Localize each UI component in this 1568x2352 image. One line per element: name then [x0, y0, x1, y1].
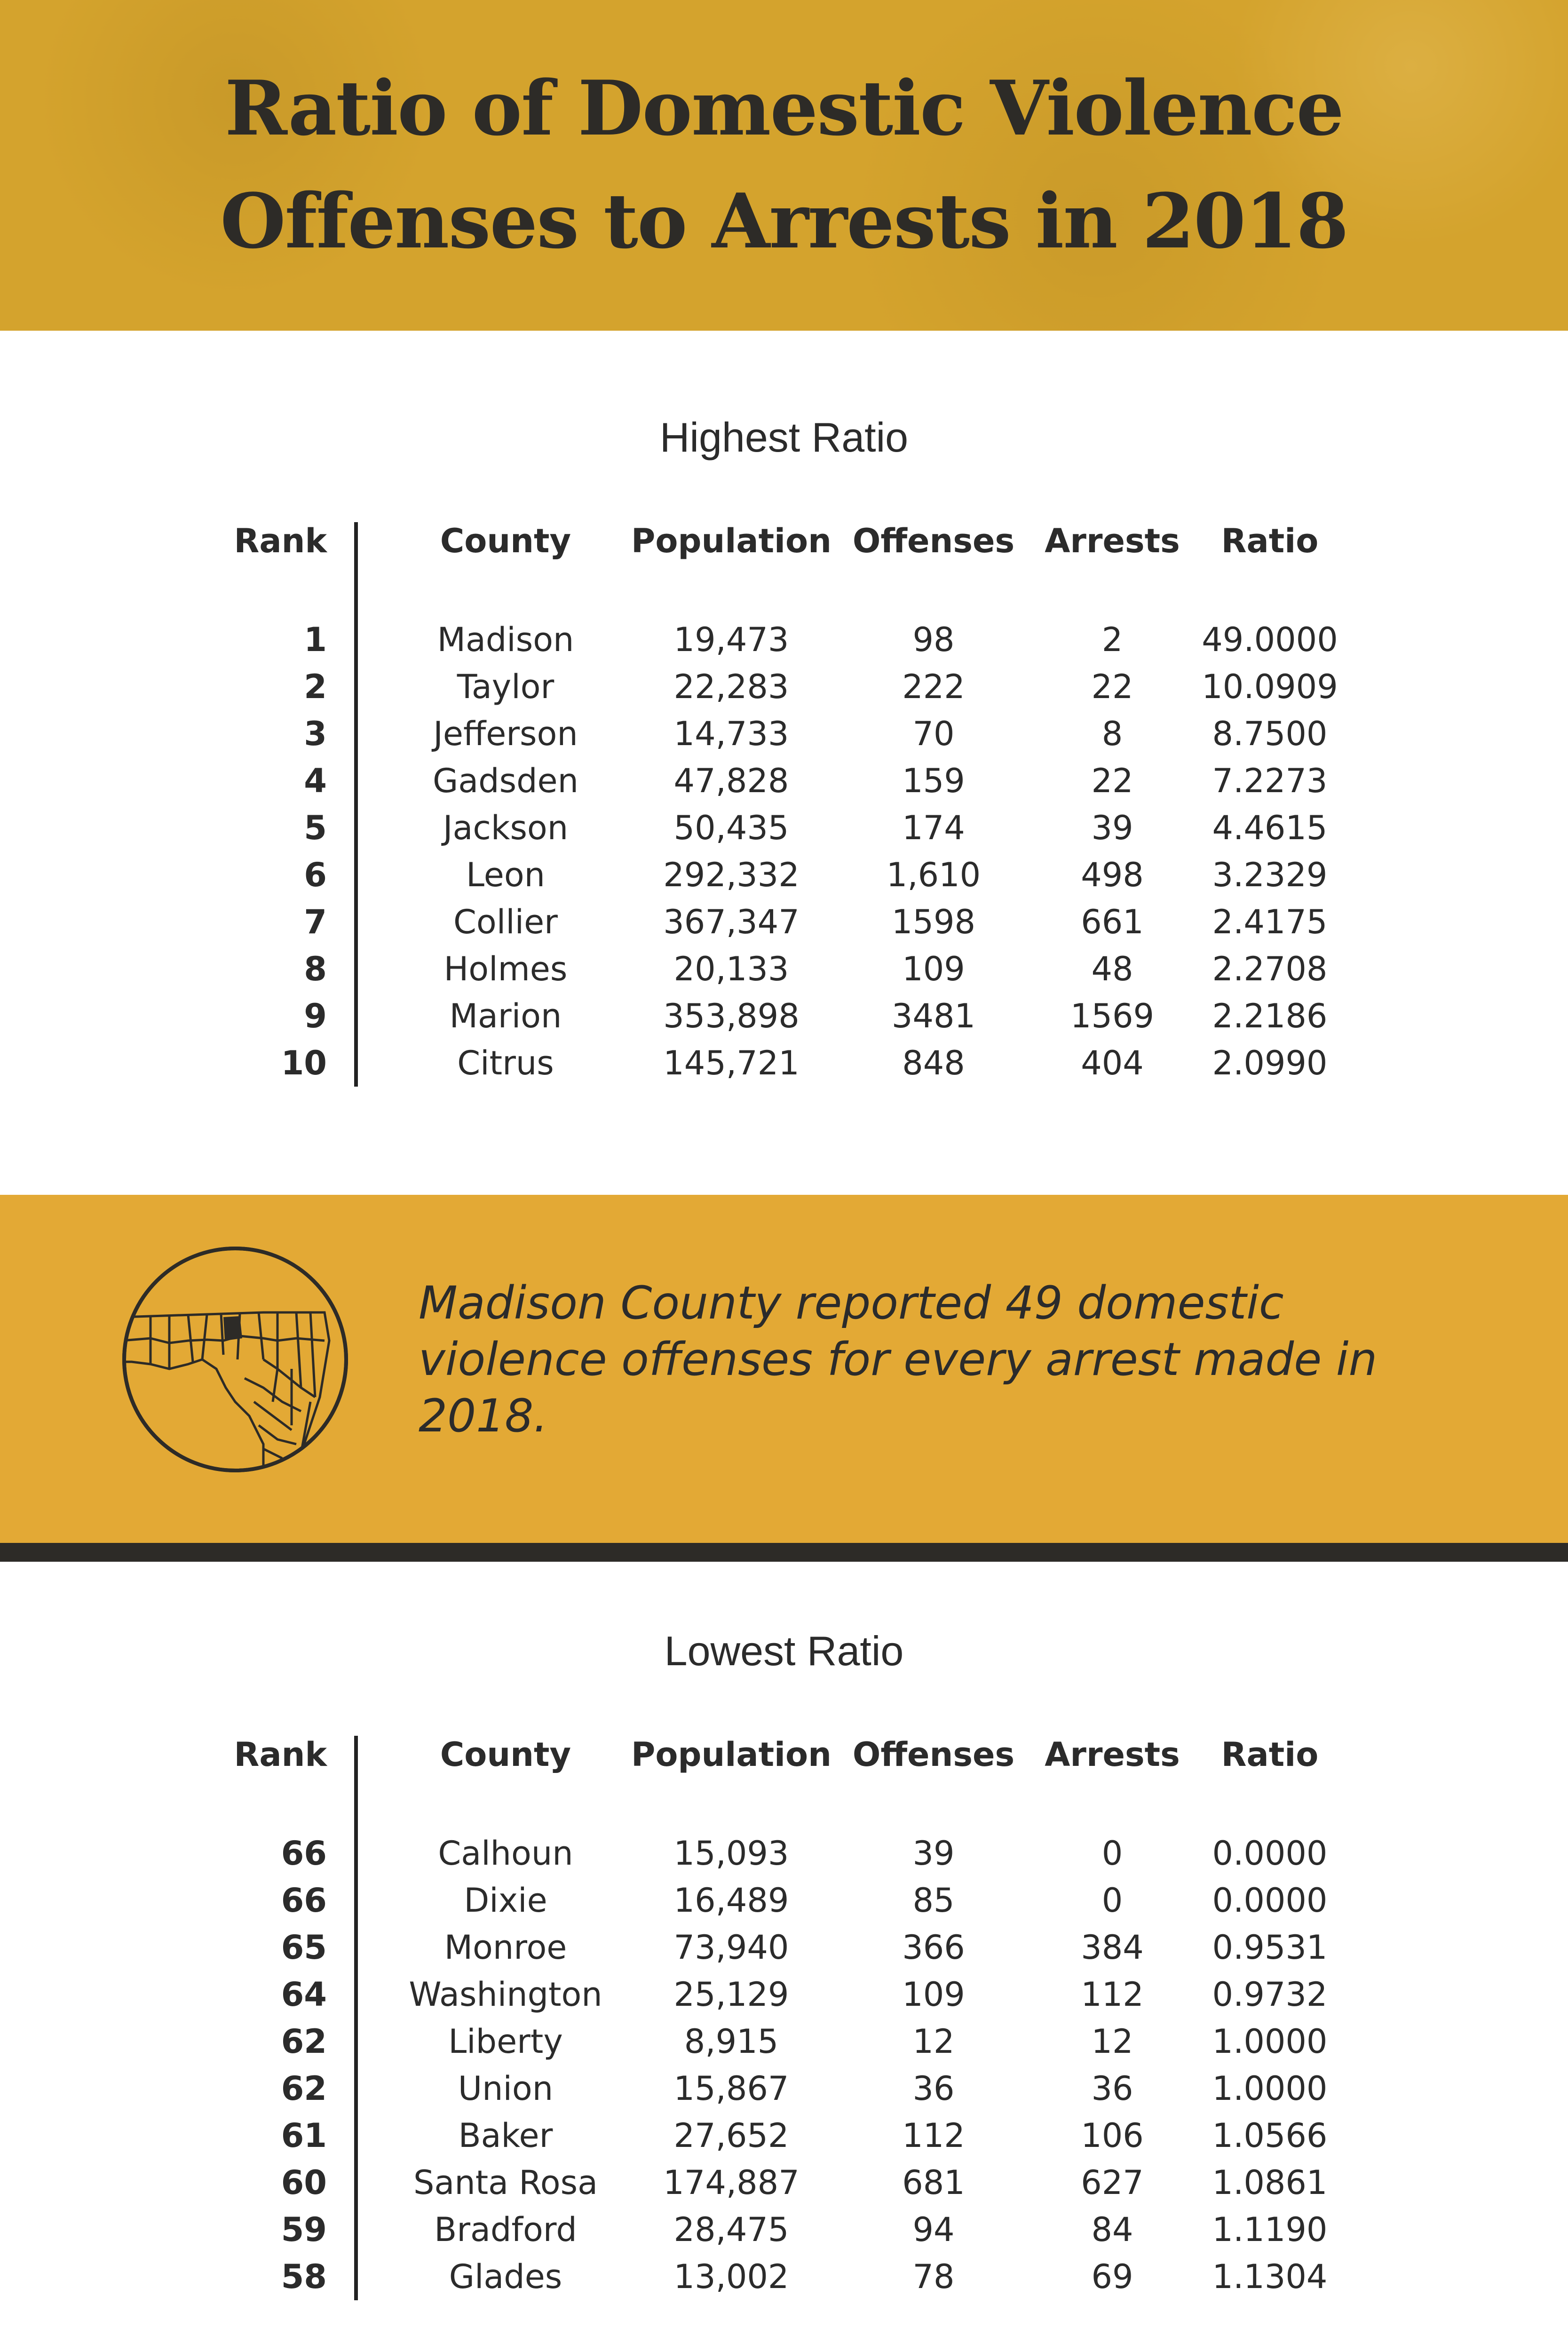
cell-arrests: 36: [1091, 2069, 1133, 2108]
cell-arrests: 1569: [1070, 997, 1155, 1035]
cell-county: Union: [458, 2069, 554, 2108]
cell-arrests: 404: [1081, 1044, 1144, 1082]
cell-arrests: 48: [1091, 950, 1133, 988]
table-row: [0, 851, 1568, 898]
cell-ratio: 2.0990: [1212, 1044, 1328, 1082]
cell-offenses: 109: [902, 1975, 965, 2014]
cell-county: Leon: [466, 856, 546, 894]
cell-ratio: 3.2329: [1212, 856, 1328, 894]
cell-ratio: 1.1304: [1212, 2257, 1328, 2296]
cell-county: Santa Rosa: [413, 2163, 598, 2202]
cell-population: 145,721: [663, 1044, 800, 1082]
title-line-2: Offenses to Arrests in 2018: [220, 177, 1348, 265]
cell-county: Dixie: [464, 1881, 547, 1920]
cell-population: 15,867: [673, 2069, 789, 2108]
cell-county: Collier: [453, 903, 558, 941]
page-title: [0, 52, 1568, 278]
cell-arrests: 84: [1091, 2210, 1133, 2249]
header-ratio: Ratio: [1221, 1735, 1319, 1774]
cell-county: Bradford: [434, 2210, 577, 2249]
header-banner: [0, 0, 1568, 331]
cell-population: 27,652: [673, 2116, 789, 2155]
cell-ratio: 10.0909: [1202, 667, 1338, 706]
cell-ratio: 1.0861: [1212, 2163, 1328, 2202]
cell-offenses: 174: [902, 809, 965, 847]
cell-offenses: 70: [912, 715, 955, 753]
cell-county: Holmes: [443, 950, 568, 988]
header-offenses: Offenses: [852, 1735, 1015, 1774]
cell-population: 28,475: [673, 2210, 789, 2249]
table-header-row: [0, 517, 1568, 564]
cell-population: 14,733: [673, 715, 789, 753]
cell-ratio: 4.4615: [1212, 809, 1328, 847]
cell-county: Glades: [449, 2257, 562, 2296]
cell-county: Gadsden: [433, 762, 578, 800]
cell-ratio: 0.9531: [1212, 1928, 1328, 1967]
cell-population: 174,887: [663, 2163, 800, 2202]
cell-ratio: 2.2708: [1212, 950, 1328, 988]
florida-map-icon: [122, 1247, 348, 1472]
cell-county: Baker: [458, 2116, 553, 2155]
cell-arrests: 22: [1091, 762, 1133, 800]
cell-rank: 4: [304, 762, 327, 800]
table-row: [0, 2112, 1568, 2159]
header-arrests: Arrests: [1045, 1735, 1180, 1774]
cell-offenses: 112: [902, 2116, 965, 2155]
cell-rank: 5: [304, 809, 327, 847]
cell-arrests: 39: [1091, 809, 1133, 847]
cell-county: Jefferson: [433, 715, 578, 753]
cell-county: Calhoun: [438, 1834, 573, 1873]
header-offenses: Offenses: [852, 522, 1015, 560]
cell-offenses: 681: [902, 2163, 965, 2202]
cell-offenses: 109: [902, 950, 965, 988]
header-county: County: [440, 1735, 571, 1774]
cell-population: 16,489: [673, 1881, 789, 1920]
madison-banner-text: Madison County reported 49 domestic violence offenses for every arrest made in 2018.: [419, 1277, 1378, 1442]
cell-arrests: 112: [1081, 1975, 1144, 2014]
cell-population: 15,093: [673, 1834, 789, 1873]
cell-ratio: 1.0000: [1212, 2069, 1328, 2108]
header-rank: Rank: [234, 1735, 327, 1774]
cell-ratio: 2.4175: [1212, 903, 1328, 941]
cell-population: 292,332: [663, 856, 800, 894]
cell-county: Taylor: [457, 667, 554, 706]
cell-offenses: 366: [902, 1928, 965, 1967]
banner-divider-bar: [0, 1543, 1568, 1562]
table-row: [0, 804, 1568, 851]
cell-offenses: 3481: [891, 997, 976, 1035]
header-population: Population: [631, 1735, 832, 1774]
highest-ratio-title: Highest Ratio: [659, 414, 909, 461]
cell-county: Citrus: [457, 1044, 554, 1082]
cell-arrests: 22: [1091, 667, 1133, 706]
cell-rank: 8: [304, 950, 327, 988]
cell-rank: 62: [281, 2022, 327, 2061]
cell-ratio: 49.0000: [1202, 620, 1338, 659]
cell-rank: 1: [304, 620, 327, 659]
cell-ratio: 2.2186: [1212, 997, 1328, 1035]
cell-population: 8,915: [684, 2022, 779, 2061]
cell-arrests: 12: [1091, 2022, 1133, 2061]
highest-ratio-table: [0, 517, 1568, 1091]
table-row: [0, 710, 1568, 757]
cell-rank: 60: [281, 2163, 327, 2202]
cell-arrests: 69: [1091, 2257, 1133, 2296]
cell-arrests: 0: [1101, 1881, 1123, 1920]
cell-county: Monroe: [444, 1928, 567, 1967]
cell-arrests: 0: [1101, 1834, 1123, 1873]
table-row: [0, 1877, 1568, 1924]
cell-ratio: 1.0566: [1212, 2116, 1328, 2155]
cell-offenses: 222: [902, 667, 965, 706]
cell-ratio: 0.0000: [1212, 1834, 1328, 1873]
table-row: [0, 2159, 1568, 2206]
table-row: [0, 898, 1568, 946]
cell-ratio: 7.2273: [1212, 762, 1328, 800]
cell-ratio: 1.0000: [1212, 2022, 1328, 2061]
cell-arrests: 2: [1101, 620, 1123, 659]
header-population: Population: [631, 522, 832, 560]
cell-arrests: 8: [1101, 715, 1123, 753]
cell-population: 13,002: [673, 2257, 789, 2296]
cell-arrests: 661: [1081, 903, 1144, 941]
cell-rank: 2: [304, 667, 327, 706]
cell-rank: 59: [281, 2210, 327, 2249]
cell-county: Madison: [437, 620, 574, 659]
cell-arrests: 384: [1081, 1928, 1144, 1967]
cell-ratio: 0.0000: [1212, 1881, 1328, 1920]
cell-population: 50,435: [673, 809, 789, 847]
cell-population: 73,940: [673, 1928, 789, 1967]
cell-arrests: 106: [1081, 2116, 1144, 2155]
cell-offenses: 39: [912, 1834, 955, 1873]
table-row: [0, 1830, 1568, 1877]
cell-arrests: 627: [1081, 2163, 1144, 2202]
table-row: [0, 2206, 1568, 2253]
cell-rank: 9: [304, 997, 327, 1035]
cell-rank: 62: [281, 2069, 327, 2108]
cell-rank: 66: [281, 1881, 327, 1920]
lowest-ratio-title: Lowest Ratio: [664, 1628, 904, 1674]
table-row: [0, 1971, 1568, 2018]
table-row: [0, 2065, 1568, 2112]
cell-offenses: 94: [912, 2210, 955, 2249]
cell-ratio: 1.1190: [1212, 2210, 1328, 2249]
cell-population: 20,133: [673, 950, 789, 988]
header-ratio: Ratio: [1221, 522, 1319, 560]
lowest-ratio-table: [0, 1731, 1568, 2305]
cell-offenses: 98: [912, 620, 955, 659]
cell-county: Liberty: [448, 2022, 563, 2061]
table-row: [0, 2253, 1568, 2300]
cell-rank: 3: [304, 715, 327, 753]
cell-population: 19,473: [673, 620, 789, 659]
cell-county: Washington: [409, 1975, 602, 2014]
florida-map-icon: [122, 1247, 348, 1472]
table-row: [0, 1040, 1568, 1087]
cell-offenses: 12: [912, 2022, 955, 2061]
cell-population: 367,347: [663, 903, 800, 941]
title-line-1: Ratio of Domestic Violence: [224, 64, 1344, 152]
table-header-row: [0, 1731, 1568, 1778]
cell-offenses: 85: [912, 1881, 955, 1920]
cell-rank: 10: [281, 1044, 327, 1082]
table-row: [0, 2018, 1568, 2065]
cell-population: 353,898: [663, 997, 800, 1035]
header-rank: Rank: [234, 522, 327, 560]
cell-offenses: 159: [902, 762, 965, 800]
table-row: [0, 993, 1568, 1040]
cell-rank: 58: [281, 2257, 327, 2296]
cell-offenses: 36: [912, 2069, 955, 2108]
cell-rank: 64: [281, 1975, 327, 2014]
cell-ratio: 8.7500: [1212, 715, 1328, 753]
cell-offenses: 78: [912, 2257, 955, 2296]
cell-ratio: 0.9732: [1212, 1975, 1328, 2014]
cell-population: 47,828: [673, 762, 789, 800]
table-row: [0, 616, 1568, 663]
madison-banner: [0, 1195, 1568, 1562]
table-row: [0, 1924, 1568, 1971]
table-row: [0, 757, 1568, 804]
cell-rank: 61: [281, 2116, 327, 2155]
cell-arrests: 498: [1081, 856, 1144, 894]
header-county: County: [440, 522, 571, 560]
cell-offenses: 1598: [891, 903, 976, 941]
cell-rank: 6: [304, 856, 327, 894]
table-row: [0, 946, 1568, 993]
cell-county: Jackson: [443, 809, 569, 847]
header-arrests: Arrests: [1045, 522, 1180, 560]
cell-population: 25,129: [673, 1975, 789, 2014]
table-row: [0, 663, 1568, 710]
cell-rank: 66: [281, 1834, 327, 1873]
cell-offenses: 1,610: [886, 856, 981, 894]
cell-rank: 7: [304, 903, 327, 941]
cell-population: 22,283: [673, 667, 789, 706]
cell-county: Marion: [449, 997, 562, 1035]
cell-offenses: 848: [902, 1044, 965, 1082]
cell-rank: 65: [281, 1928, 327, 1967]
madison-county-highlight: [223, 1316, 242, 1341]
